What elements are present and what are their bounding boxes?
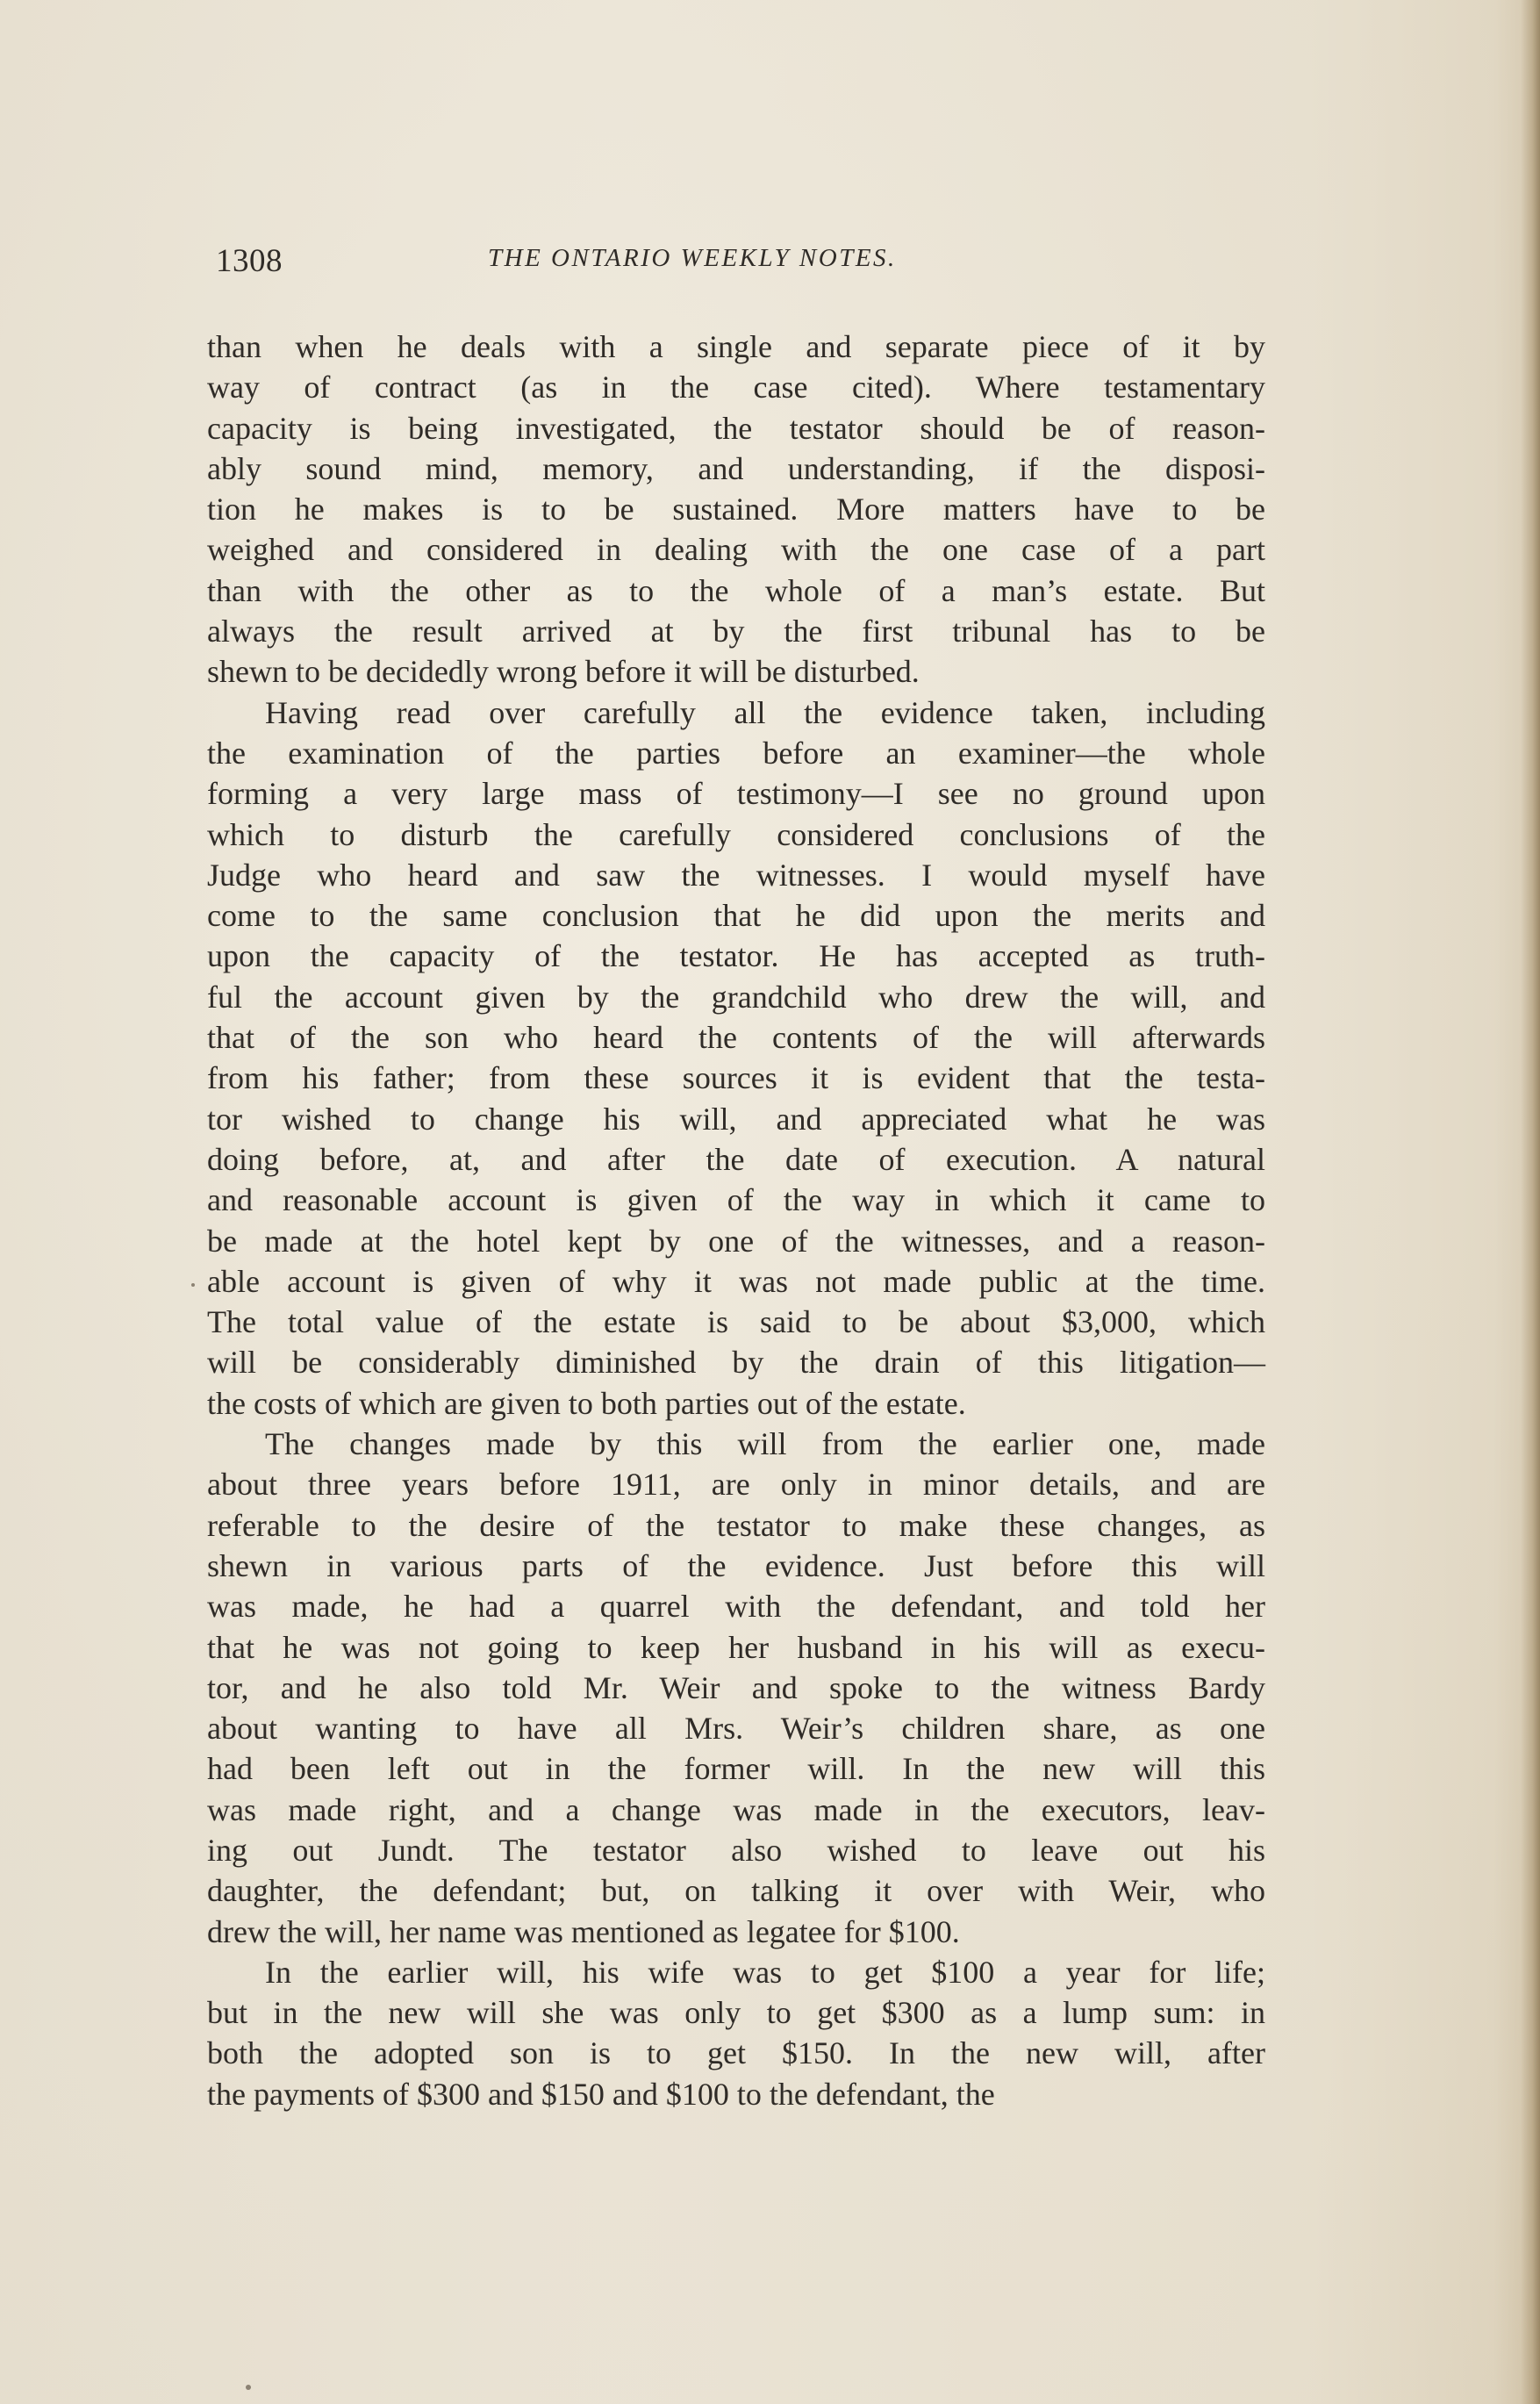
text-line: The changes made by this will from the earlier one, made [265,1426,1265,1462]
page-header [216,242,1265,286]
text-line: upon the capacity of the testator. He has accepted as truth- [207,938,1265,974]
text-line: tor, and he also told Mr. Weir and spoke to the witness Bardy [207,1669,1265,1705]
text-line: In the earlier will, his wife was to get $100 a year for life; [265,1954,1265,1990]
text-line: tor wished to change his will, and appreciated what he was [207,1101,1265,1137]
text-line: daughter, the defendant; but, on talking it over with Weir, who [207,1873,1265,1909]
text-line: able account is given of why it was not made public at the time. [207,1263,1265,1299]
paper-speck [246,2385,251,2390]
text-line: from his father; from these sources it is evident that the testa- [207,1060,1265,1096]
text-line: Judge who heard and saw the witnesses. I would myself have [207,857,1265,893]
text-line: about three years before 1911, are only in minor details, and are [207,1467,1265,1503]
text-line: referable to the desire of the testator to make these changes, as [207,1507,1265,1543]
text-line: be made at the hotel kept by one of the witnesses, and a reason- [207,1223,1265,1259]
paragraph [207,1952,1265,2114]
text-line: that of the son who heard the contents of the will afterwards [207,1020,1265,1056]
text-line: than when he deals with a single and separate piece of it by [207,329,1265,364]
text-line: Having read over carefully all the evidence taken, including [265,694,1265,730]
text-line: shewn to be decidedly wrong before it will be disturbed. [207,654,920,690]
text-line: way of contract (as in the case cited). Where testamentary [207,370,1265,405]
paper-speck [191,1283,195,1287]
paragraph [207,1424,1265,1952]
text-line: than with the other as to the whole of a man’s estate. But [207,572,1265,608]
running-head: THE ONTARIO WEEKLY NOTES. [488,244,897,272]
text-line: the costs of which are given to both parties out of the estate. [207,1385,966,1421]
text-line: weighed and considered in dealing with the one case of a part [207,532,1265,568]
body-text [207,327,1265,2114]
page-edge-shadow [1521,0,1540,2404]
text-line: The total value of the estate is said to be about $3,000, which [207,1304,1265,1340]
text-line: both the adopted son is to get $150. In the new will, after [207,2035,1265,2071]
text-line: was made right, and a change was made in the executors, leav- [207,1791,1265,1827]
text-line: but in the new will she was only to get $300 as a lump sum: in [207,1995,1265,2031]
text-line: was made, he had a quarrel with the defendant, and told her [207,1589,1265,1625]
text-line: always the result arrived at by the first tribunal has to be [207,614,1265,649]
text-line: tion he makes is to be sustained. More matters have to be [207,492,1265,527]
text-line: ably sound mind, memory, and understanding, if the disposi- [207,450,1265,486]
text-line: ful the account given by the grandchild who drew the will, and [207,979,1265,1015]
text-line: and reasonable account is given of the way in which it came to [207,1182,1265,1218]
text-line: had been left out in the former will. In the new will this [207,1751,1265,1787]
text-line: capacity is being investigated, the testator should be of reason- [207,410,1265,446]
page-number: 1308 [216,243,283,279]
text-line: will be considerably diminished by the drain of this litigation— [207,1345,1265,1381]
text-line: which to disturb the carefully considered conclusions of the [207,816,1265,852]
text-line: ing out Jundt. The testator also wished to leave out his [207,1832,1265,1868]
text-line: doing before, at, and after the date of execution. A natural [207,1141,1265,1177]
text-line: about wanting to have all Mrs. Weir’s children share, as one [207,1711,1265,1747]
text-line: that he was not going to keep her husband in his will as execu- [207,1629,1265,1665]
text-line: shewn in various parts of the evidence. Just before this will [207,1547,1265,1583]
paragraph [207,692,1265,1424]
paragraph [207,327,1265,692]
text-line: the examination of the parties before an examiner—the whole [207,735,1265,771]
text-line: the payments of $300 and $150 and $100 to the defendant, the [207,2076,995,2112]
text-line: forming a very large mass of testimony—I see no ground upon [207,776,1265,812]
text-line: come to the same conclusion that he did upon the merits and [207,898,1265,934]
text-line: drew the will, her name was mentioned as legatee for $100. [207,1913,960,1949]
